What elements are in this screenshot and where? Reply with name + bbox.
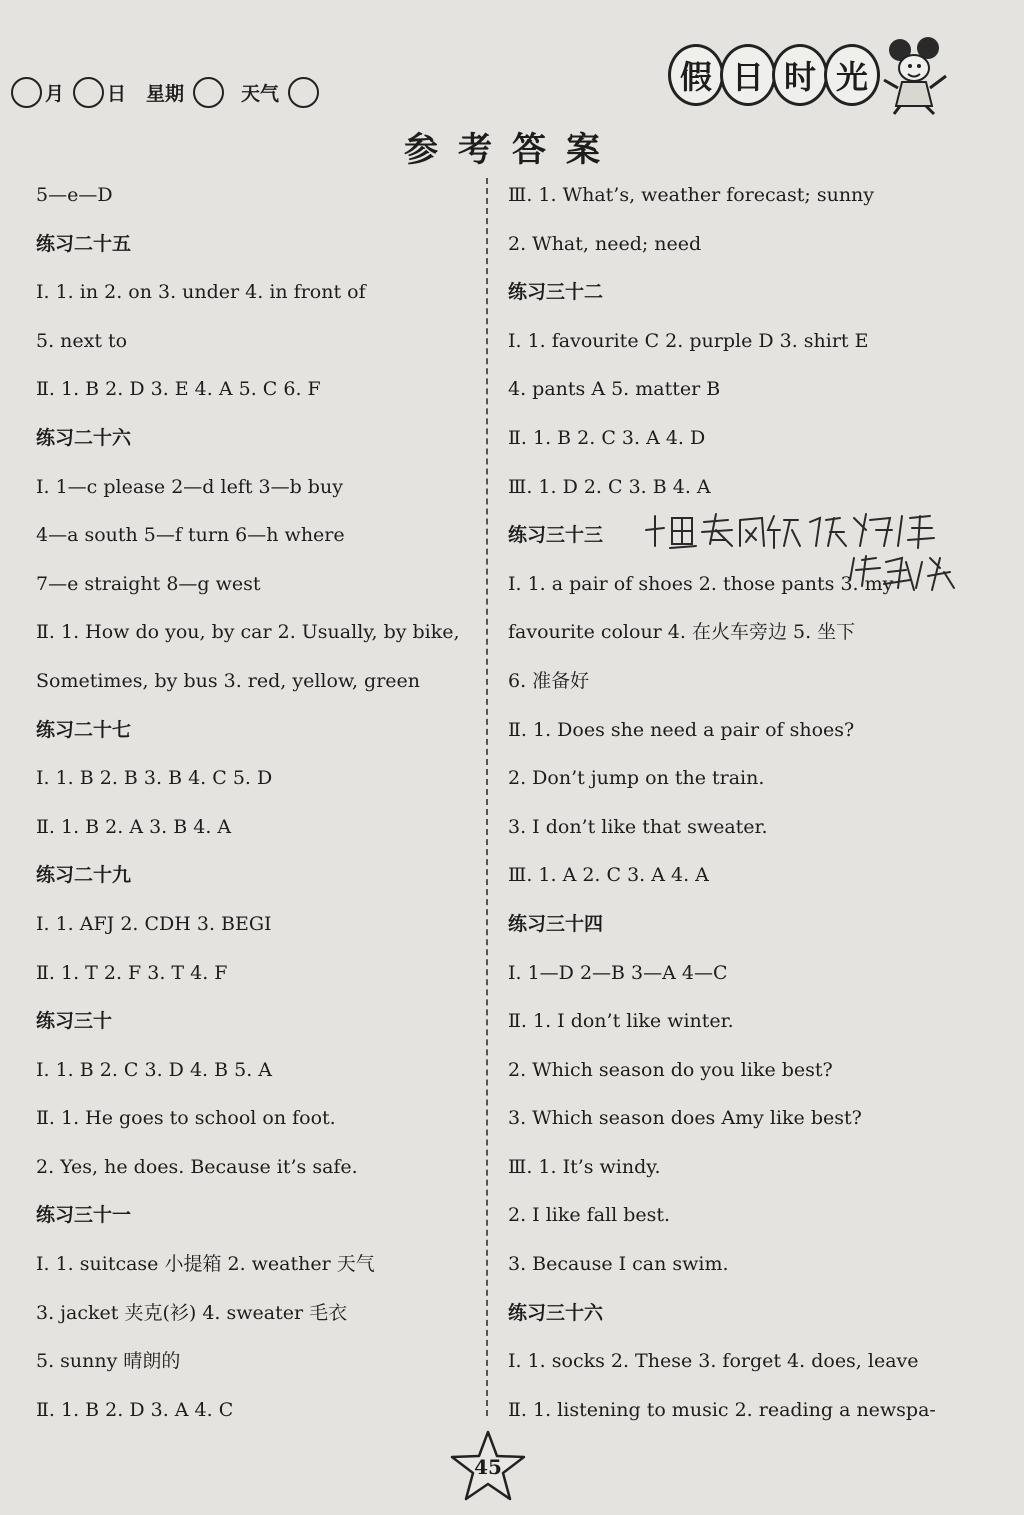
- exercise-heading: 练习三十一: [36, 1204, 132, 1227]
- answer-line: Ⅰ. 1. a pair of shoes 2. those pants 3. my: [508, 572, 894, 595]
- exercise-heading: 练习二十六: [36, 426, 132, 449]
- answer-line: 2. Yes, he does. Because it’s safe.: [36, 1155, 358, 1178]
- answer-line: 6. 准备好: [508, 669, 590, 692]
- page-number: 45: [474, 1455, 502, 1479]
- logo-char: 日: [720, 44, 776, 106]
- answer-line: Ⅱ. 1. B 2. D 3. A 4. C: [36, 1398, 234, 1421]
- answer-line: Ⅰ. 1—c please 2—d left 3—b buy: [36, 475, 343, 498]
- answer-line: 5. sunny 晴朗的: [36, 1350, 181, 1373]
- answer-line: Ⅰ. 1. socks 2. These 3. forget 4. does, leave: [508, 1350, 919, 1373]
- exercise-heading: 练习三十三: [508, 524, 604, 547]
- answer-line: Ⅰ. 1. in 2. on 3. under 4. in front of: [36, 281, 366, 304]
- answer-line: 2. Which season do you like best?: [508, 1058, 833, 1081]
- answer-line: Ⅰ. 1. B 2. B 3. B 4. C 5. D: [36, 767, 273, 790]
- page-title: 参考答案: [404, 130, 620, 170]
- date-weather-line: [8, 72, 322, 112]
- answer-line: Ⅱ. 1. He goes to school on foot.: [36, 1107, 336, 1130]
- answer-line: Ⅱ. 1. B 2. A 3. B 4. A: [36, 815, 232, 838]
- page-number-badge: [448, 1428, 528, 1504]
- exercise-heading: 练习二十九: [36, 864, 132, 887]
- answer-line: Ⅱ. 1. Does she need a pair of shoes?: [508, 718, 855, 741]
- answer-line: 2. What, need; need: [508, 232, 702, 255]
- answer-line: 5—e—D: [36, 184, 113, 206]
- weather-blank: [288, 77, 319, 108]
- answer-line: Ⅰ. 1. B 2. C 3. D 4. B 5. A: [36, 1058, 272, 1081]
- column-divider: [486, 178, 488, 1416]
- answer-line: favourite colour 4. 在火车旁边 5. 坐下: [508, 621, 856, 644]
- answer-line: Ⅱ. 1. T 2. F 3. T 4. F: [36, 961, 228, 984]
- answer-line: Ⅲ. 1. A 2. C 3. A 4. A: [508, 864, 709, 887]
- handwritten-note: [640, 500, 970, 600]
- answer-line: 3. I don’t like that sweater.: [508, 815, 768, 838]
- answer-line: 3. Because I can swim.: [508, 1253, 729, 1276]
- handwriting-text: 十里春风不如你 寒假作业 全靠你: [640, 598, 655, 599]
- exercise-heading: 练习三十四: [508, 912, 604, 935]
- month-blank: [11, 77, 42, 108]
- logo-char: 假: [668, 44, 724, 106]
- mascot-icon: [880, 36, 950, 116]
- answer-line: 4—a south 5—f turn 6—h where: [36, 524, 345, 547]
- exercise-heading: 练习三十: [36, 1010, 113, 1033]
- logo-char: 光: [824, 44, 880, 106]
- weather-label: 天气: [241, 82, 280, 105]
- answer-line: Ⅲ. 1. It’s windy.: [508, 1155, 661, 1178]
- right-column: [508, 176, 968, 1439]
- answer-line: 5. next to: [36, 329, 128, 352]
- answer-line: Sometimes, by bus 3. red, yellow, green: [36, 669, 421, 692]
- answer-line: Ⅰ. 1—D 2—B 3—A 4—C: [508, 961, 728, 984]
- answer-line: Ⅲ. 1. What’s, weather forecast; sunny: [508, 184, 875, 206]
- answer-line: 3. jacket 夹克(衫) 4. sweater 毛衣: [36, 1301, 348, 1324]
- day-blank: [73, 77, 104, 108]
- answer-line: 3. Which season does Amy like best?: [508, 1107, 862, 1130]
- answer-line: Ⅱ. 1. B 2. C 3. A 4. D: [508, 426, 706, 449]
- exercise-heading: 练习三十二: [508, 281, 604, 304]
- exercise-heading: 练习二十七: [36, 718, 132, 741]
- day-label: 日: [107, 82, 127, 105]
- answer-line: Ⅲ. 1. D 2. C 3. B 4. A: [508, 475, 711, 498]
- answer-line: Ⅱ. 1. I don’t like winter.: [508, 1010, 734, 1033]
- answer-line: Ⅱ. 1. listening to music 2. reading a newspa-: [508, 1398, 936, 1421]
- answer-line: Ⅱ. 1. B 2. D 3. E 4. A 5. C 6. F: [36, 378, 321, 401]
- exercise-heading: 练习三十六: [508, 1301, 604, 1324]
- answer-line: 2. I like fall best.: [508, 1204, 671, 1227]
- holiday-time-logo: [668, 44, 876, 106]
- answer-line: Ⅰ. 1. AFJ 2. CDH 3. BEGI: [36, 912, 272, 935]
- answer-line: 7—e straight 8—g west: [36, 572, 261, 595]
- answer-line: 4. pants A 5. matter B: [508, 378, 721, 401]
- answer-line: 2. Don’t jump on the train.: [508, 767, 765, 790]
- month-label: 月: [45, 82, 65, 105]
- logo-char: 时: [772, 44, 828, 106]
- answer-line: Ⅱ. 1. How do you, by car 2. Usually, by bike,: [36, 621, 460, 644]
- weekday-blank: [193, 77, 224, 108]
- weekday-label: 星期: [146, 82, 185, 105]
- exercise-heading: 练习二十五: [36, 232, 132, 255]
- left-column: [36, 176, 476, 1439]
- answer-line: Ⅰ. 1. favourite C 2. purple D 3. shirt E: [508, 329, 869, 352]
- answer-line: Ⅰ. 1. suitcase 小提箱 2. weather 天气: [36, 1253, 375, 1276]
